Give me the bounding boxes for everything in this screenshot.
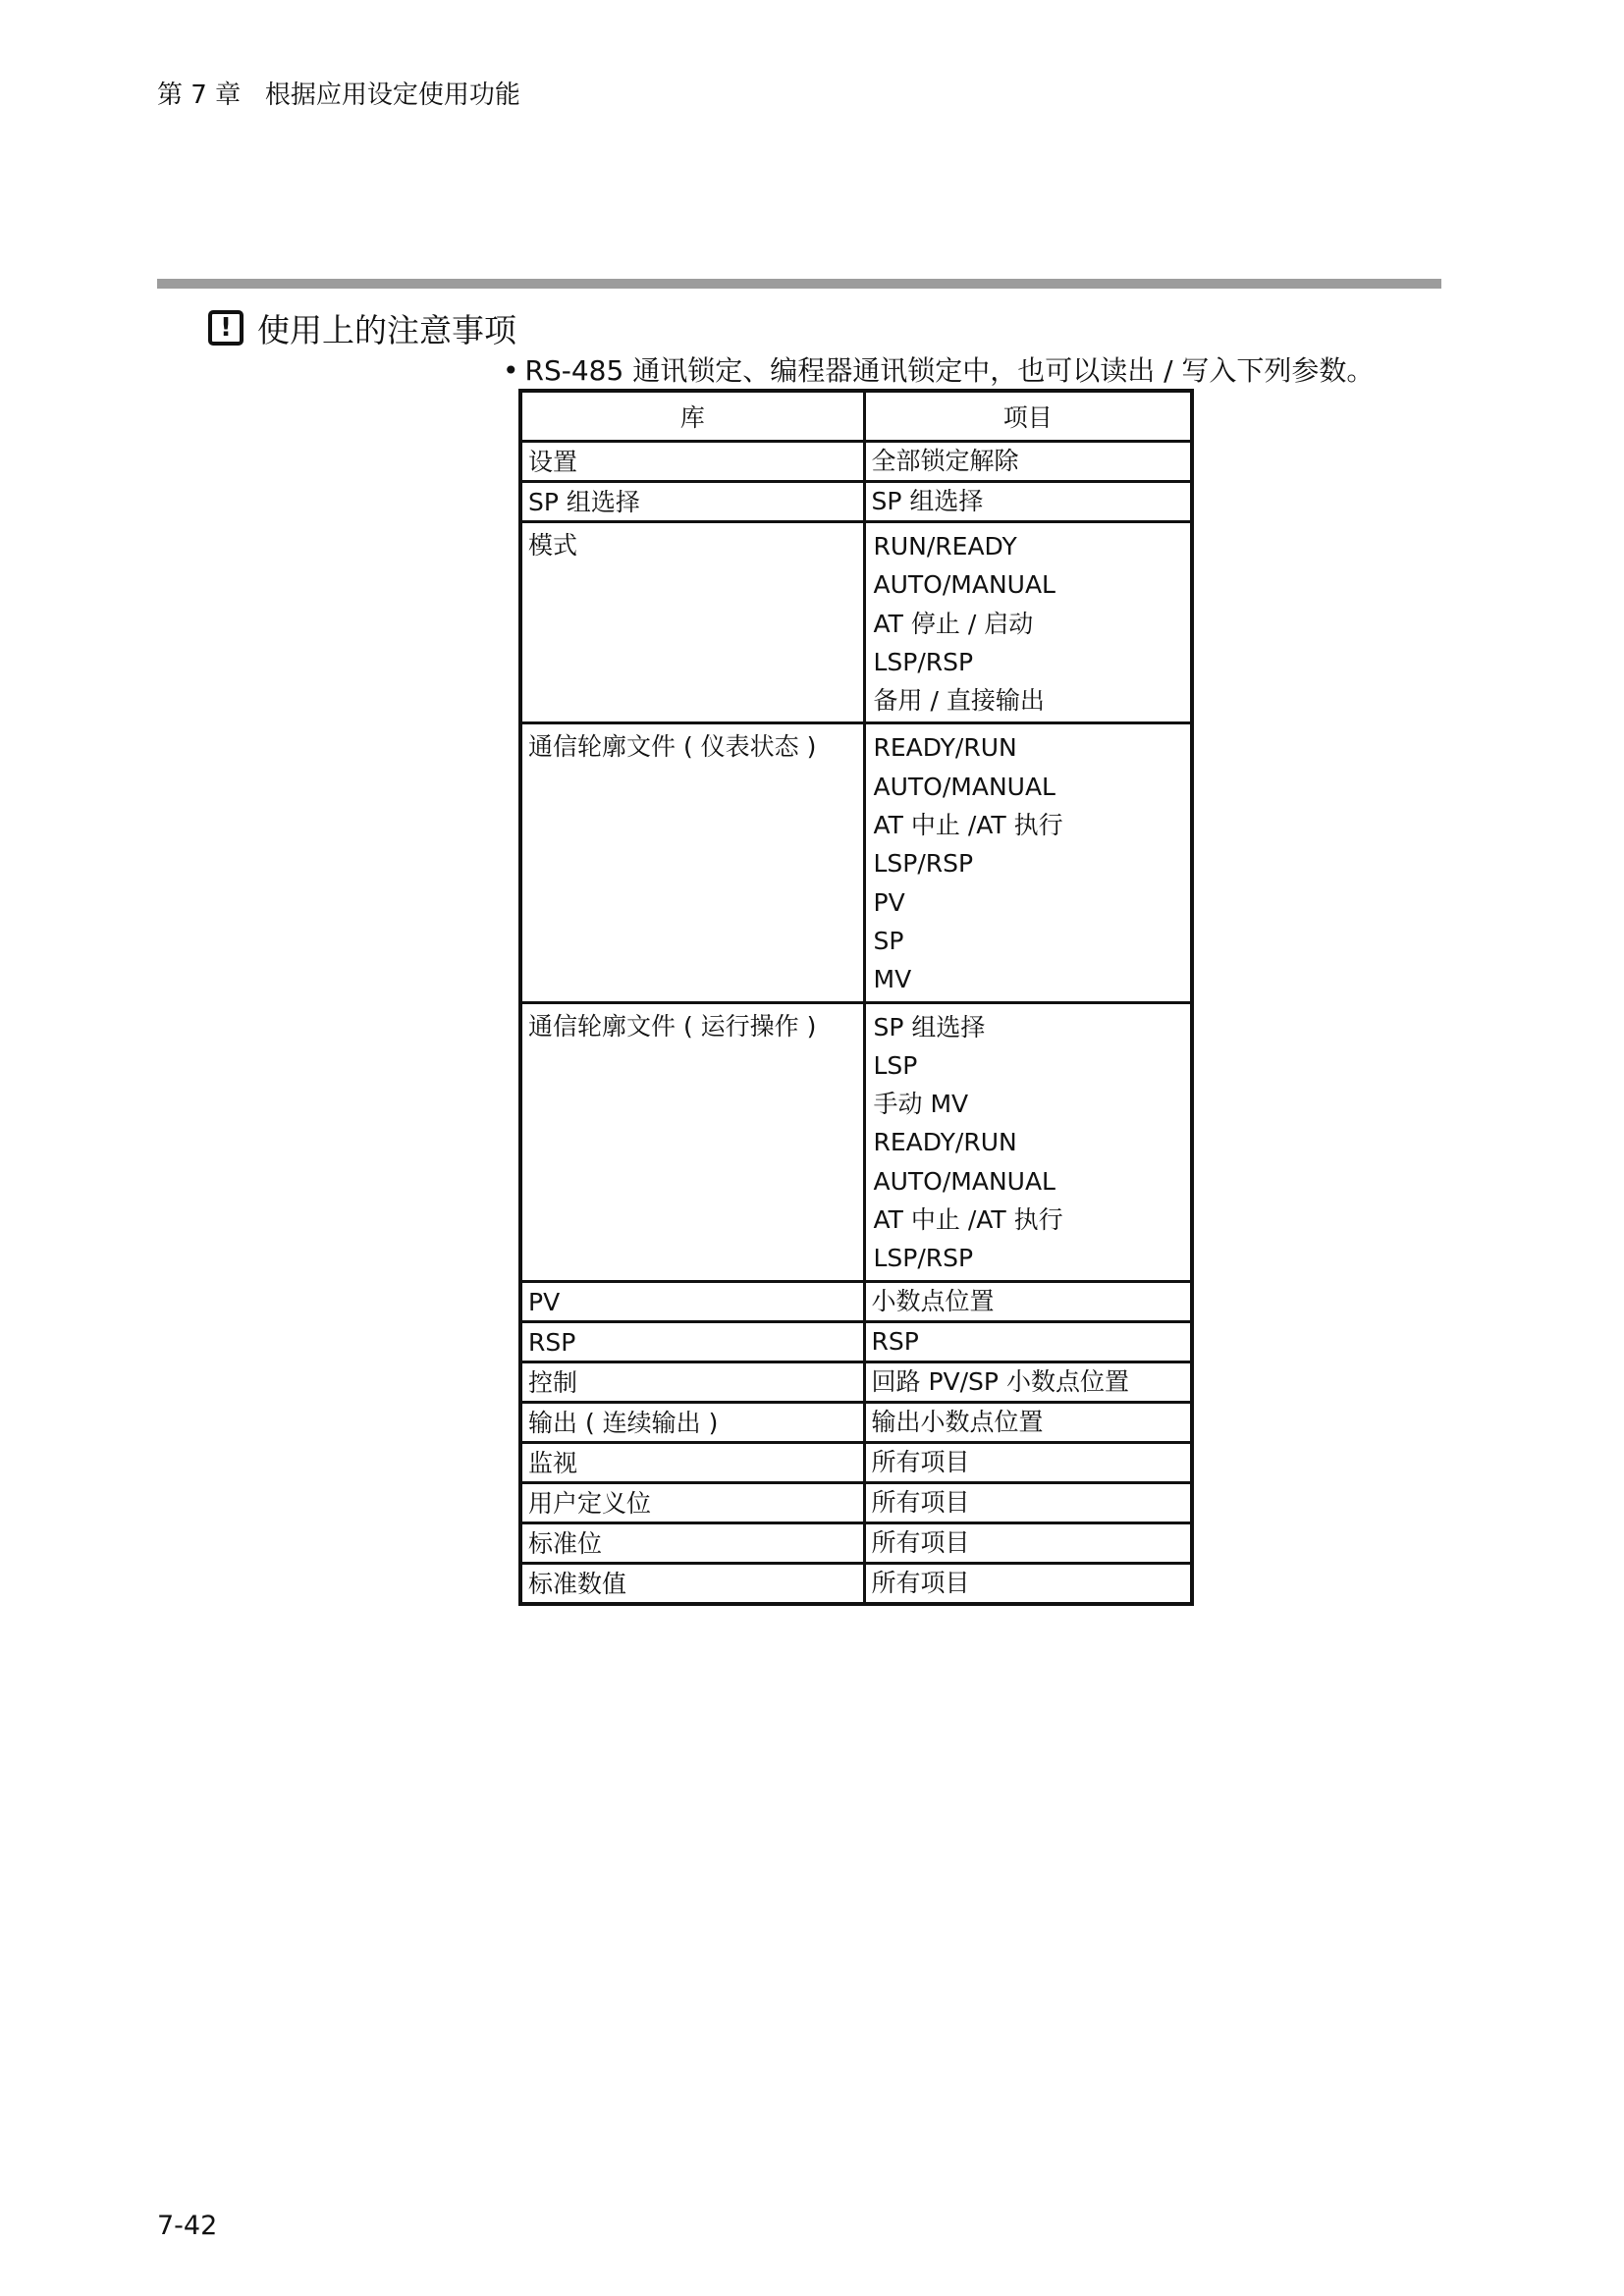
item-name: 回路 PV/SP 小数点位置 [871,1366,1129,1396]
item-name: MV [873,965,912,994]
table-row [520,482,1192,522]
table-row [520,1002,1192,1281]
bank-name: 控制 [528,1367,578,1397]
item-cell [864,723,1192,1002]
bank-name: 标准数值 [528,1569,627,1598]
bank-name: 标准位 [528,1528,603,1558]
bank-cell [520,1442,864,1482]
bank-cell [520,723,864,1002]
bank-name: 输出 ( 连续输出 ) [528,1408,719,1437]
table-row [520,1281,1192,1321]
item-name: LSP [873,1050,918,1080]
item-cell [864,1563,1192,1604]
item-name: 手动 MV [873,1090,969,1119]
bank-cell [520,1002,864,1281]
item-cell [864,522,1192,723]
item-name: 所有项目 [871,1568,970,1597]
chapter-number: 第 7 章 [157,80,242,110]
table-row [520,1482,1192,1522]
table-row [520,1321,1192,1362]
item-name: LSP/RSP [873,1244,974,1273]
caution-heading [208,306,516,349]
chapter-header [157,75,520,111]
bank-name: 监视 [528,1448,578,1477]
header-item: 项目 [864,391,1192,442]
item-name: 全部锁定解除 [871,447,1019,475]
section-divider [157,279,1441,289]
caution-title: 使用上的注意事项 [257,310,516,349]
item-name: 小数点位置 [871,1286,995,1315]
item-cell [864,1362,1192,1402]
item-cell [864,1002,1192,1281]
table-row [520,1362,1192,1402]
item-name: AUTO/MANUAL [873,772,1056,801]
table-row [520,723,1192,1002]
item-cell [864,1522,1192,1563]
item-cell [864,1402,1192,1442]
caution-note [503,349,1374,389]
table-body [520,442,1192,1604]
item-name: SP [873,926,904,955]
bank-cell [520,522,864,723]
item-name: 输出小数点位置 [871,1407,1044,1436]
bank-cell [520,1563,864,1604]
table-row [520,1402,1192,1442]
bank-name: 通信轮廓文件 ( 仪表状态 ) [528,732,817,762]
item-cell [864,1442,1192,1482]
item-name: RUN/READY [873,532,1017,561]
item-cell [864,482,1192,522]
item-name: AT 停止 / 启动 [873,609,1034,638]
item-cell [864,1321,1192,1362]
table-row [520,442,1192,482]
table-row [520,1442,1192,1482]
item-name: AUTO/MANUAL [873,1166,1056,1196]
bank-cell [520,1321,864,1362]
bank-cell [520,1362,864,1402]
item-name: LSP/RSP [873,647,974,676]
bullet-icon: • [503,354,519,387]
bank-cell [520,1402,864,1442]
note-text: RS-485 通讯锁定、编程器通讯锁定中，也可以读出 / 写入下列参数。 [524,354,1375,387]
bank-cell [520,482,864,522]
chapter-title: 根据应用设定使用功能 [264,80,520,110]
table-row [520,1522,1192,1563]
item-name: READY/RUN [873,1128,1017,1157]
item-name: 所有项目 [871,1487,970,1517]
item-name: 所有项目 [871,1527,970,1557]
item-cell [864,1281,1192,1321]
item-cell [864,1482,1192,1522]
bank-name: PV [528,1287,561,1316]
item-name: SP 组选择 [873,1012,986,1041]
item-cell [864,442,1192,482]
item-name: AT 中止 /AT 执行 [873,811,1063,840]
page-number: 7-42 [157,2211,218,2241]
bank-name: 设置 [528,448,578,476]
item-name: AUTO/MANUAL [873,570,1056,600]
bank-name: RSP [528,1327,576,1357]
bank-cell [520,1281,864,1321]
bank-name: 用户定义位 [528,1488,652,1518]
table-row [520,1563,1192,1604]
bank-name: 通信轮廓文件 ( 运行操作 ) [528,1011,817,1041]
bank-name: 模式 [528,531,578,560]
header-bank: 库 [520,391,864,442]
table-row [520,522,1192,723]
bank-cell [520,1482,864,1522]
caution-icon: ! [208,310,244,346]
readable-parameters-table [518,389,1194,1606]
item-name: AT 中止 /AT 执行 [873,1205,1063,1235]
table-header-row [520,391,1192,442]
item-name: PV [873,887,905,917]
bank-cell [520,1522,864,1563]
item-name: RSP [871,1326,919,1356]
bank-name: SP 组选择 [528,488,640,516]
bank-cell [520,442,864,482]
item-name: SP 组选择 [871,487,984,515]
item-name: READY/RUN [873,733,1017,763]
item-name: 备用 / 直接输出 [873,686,1045,716]
item-name: LSP/RSP [873,849,974,879]
item-name: 所有项目 [871,1447,970,1476]
